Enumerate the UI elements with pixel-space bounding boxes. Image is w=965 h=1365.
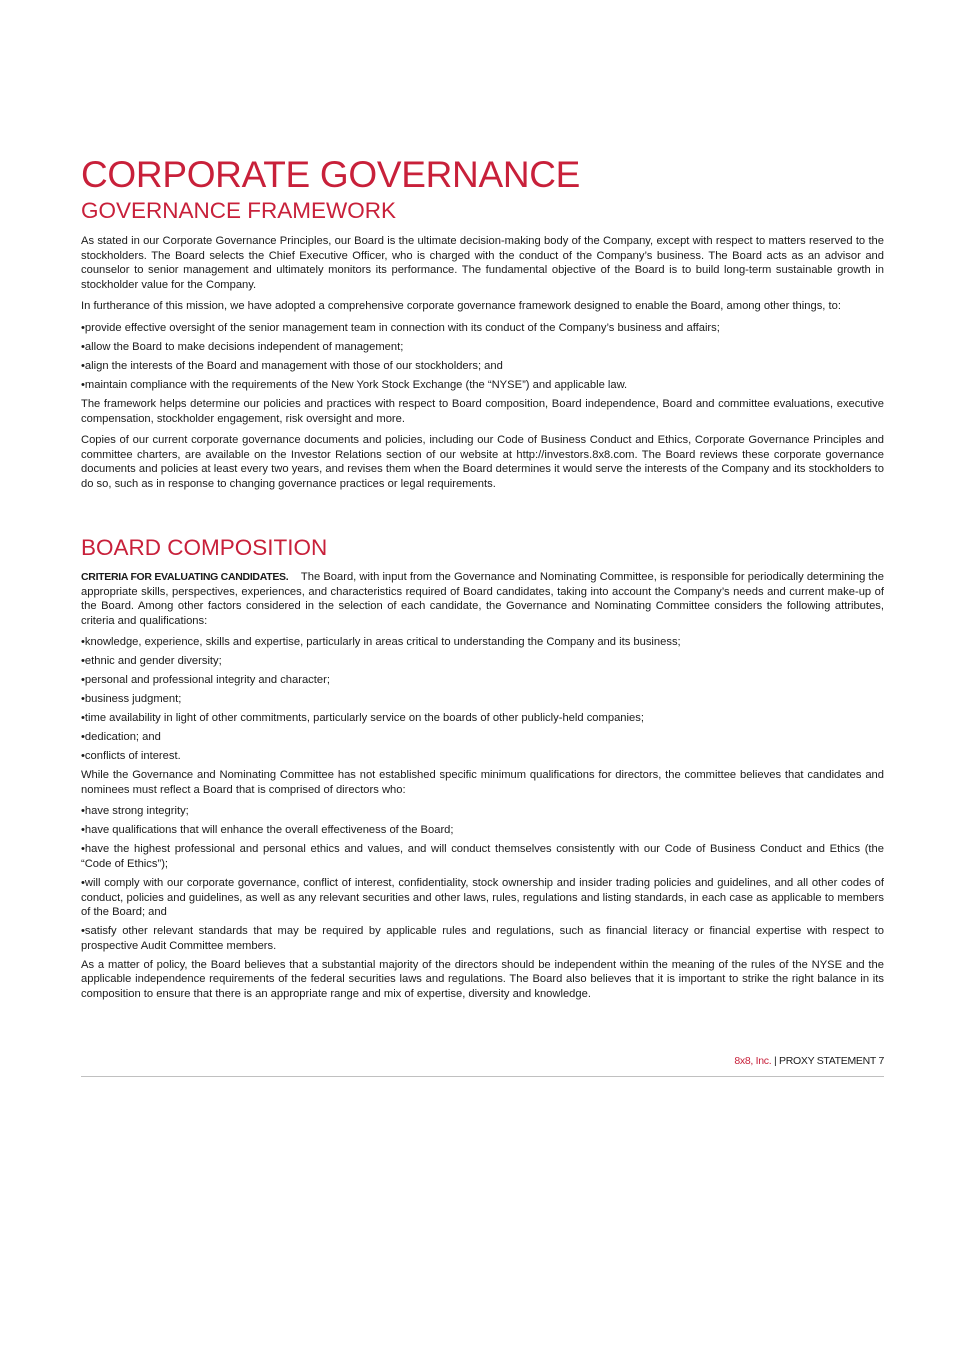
bullet-item: •have qualifications that will enhance the overall effectiveness of the Board; [81, 824, 454, 837]
bullet-item: •satisfy other relevant standards that may be required by applicable rules and regulations, such as financial literacy or financial expertise with respect to prospective Audit Committee members. [81, 925, 884, 952]
board-composition-body [81, 570, 884, 1009]
page-footer [734, 1055, 884, 1067]
bullet-item: •maintain compliance with the requirements of the New York Stock Exchange (the “NYSE”) and applicable law. [81, 378, 628, 391]
section-heading-governance-framework: GOVERNANCE FRAMEWORK [81, 198, 397, 223]
paragraph: Copies of our current corporate governance documents and policies, including our Code of Business Conduct and Ethics, Corporate Governance Principles and committee charters, are available on the Investor Relations section of our website at http://investors.8x8.com. The Board reviews these corporate governance documents and policies at least every two years, and revises them when the Board determines it would serve the interests of the Company and its stockholders to do so, such as in response to changing governance practices or legal requirements. [81, 434, 884, 490]
bullet-item: •dedication; and [81, 731, 161, 744]
section-heading-board-composition: BOARD COMPOSITION [81, 535, 328, 560]
bullet-item: •provide effective oversight of the senior management team in connection with its conduct of the Company’s business and affairs; [81, 321, 720, 334]
paragraph-text: The Board, with input from the Governance and Nominating Committee, is responsible for periodically determining the appropriate skills, perspectives, experiences, and characteristics required of Board candidates, taking into account the Company’s needs and current make-up of the Board. Among other factors considered in the selection of each candidate, the Governance and Nominating Committee considers the following attributes, criteria and qualifications: [81, 571, 884, 627]
footer-company: 8x8, Inc. [734, 1055, 772, 1067]
bullet-item: •have strong integrity; [81, 805, 189, 818]
bullet-item: •ethnic and gender diversity; [81, 655, 222, 668]
bullet-item: •business judgment; [81, 693, 182, 706]
paragraph: While the Governance and Nominating Committee has not established specific minimum qualifications for directors, the committee believes that candidates and nominees must reflect a Board that is comprised of directors who: [81, 769, 884, 796]
paragraph: As stated in our Corporate Governance Principles, our Board is the ultimate decision-making body of the Company, except with respect to matters reserved to the stockholders. The Board selects the Chief Executive Officer, who is charged with the conduct of the Company’s business. The Board acts as an advisor and counselor to senior management and ultimately monitors its performance. The fundamental objective of the Board is to build long-term sustainable growth in stockholder value for the Company. [81, 235, 884, 291]
paragraph: As a matter of policy, the Board believes that a substantial majority of the directors should be independent within the meaning of the rules of the NYSE and the applicable independence requirements of the federal securities laws and regulations. The Board also believes that it is important to strike the right balance in its composition to ensure that there is an appropriate range and mix of expertise, diversity and knowledge. [81, 958, 884, 1000]
bullet-item: •time availability in light of other commitments, particularly service on the boards of other publicly-held companies; [81, 712, 644, 725]
governance-framework-body [81, 234, 884, 498]
lead-in-heading: CRITERIA FOR EVALUATING CANDIDATES. [81, 571, 289, 583]
paragraph [81, 570, 884, 628]
footer-label: | PROXY STATEMENT 7 [771, 1055, 884, 1067]
page-title: CORPORATE GOVERNANCE [81, 154, 581, 195]
bullet-item: •allow the Board to make decisions independent of management; [81, 340, 404, 353]
bullet-item: •conflicts of interest. [81, 750, 181, 763]
bullet-item: •will comply with our corporate governance, conflict of interest, confidentiality, stock ownership and insider trading policies and guidelines, and all other codes of conduct, policies and guidelines, as well as any relevant securities and other laws, rules, regulations and listing standards, in each case as applicable to members of the Board; and [81, 877, 884, 919]
bullet-item: •have the highest professional and personal ethics and values, and will conduct themselves consistently with our Code of Business Conduct and Ethics (the “Code of Ethics”); [81, 843, 884, 871]
paragraph: The framework helps determine our policies and practices with respect to Board composition, Board independence, Board and committee evaluations, executive compensation, stockholder engagement, risk oversight and more. [81, 397, 884, 425]
bullet-item: •align the interests of the Board and management with those of our stockholders; and [81, 359, 503, 372]
bullet-item: •knowledge, experience, skills and expertise, particularly in areas critical to understanding the Company and its business; [81, 636, 681, 649]
paragraph: In furtherance of this mission, we have adopted a comprehensive corporate governance framework designed to enable the Board, among other things, to: [81, 300, 841, 313]
footer-divider [81, 1076, 884, 1077]
bullet-item: •personal and professional integrity and character; [81, 674, 330, 687]
